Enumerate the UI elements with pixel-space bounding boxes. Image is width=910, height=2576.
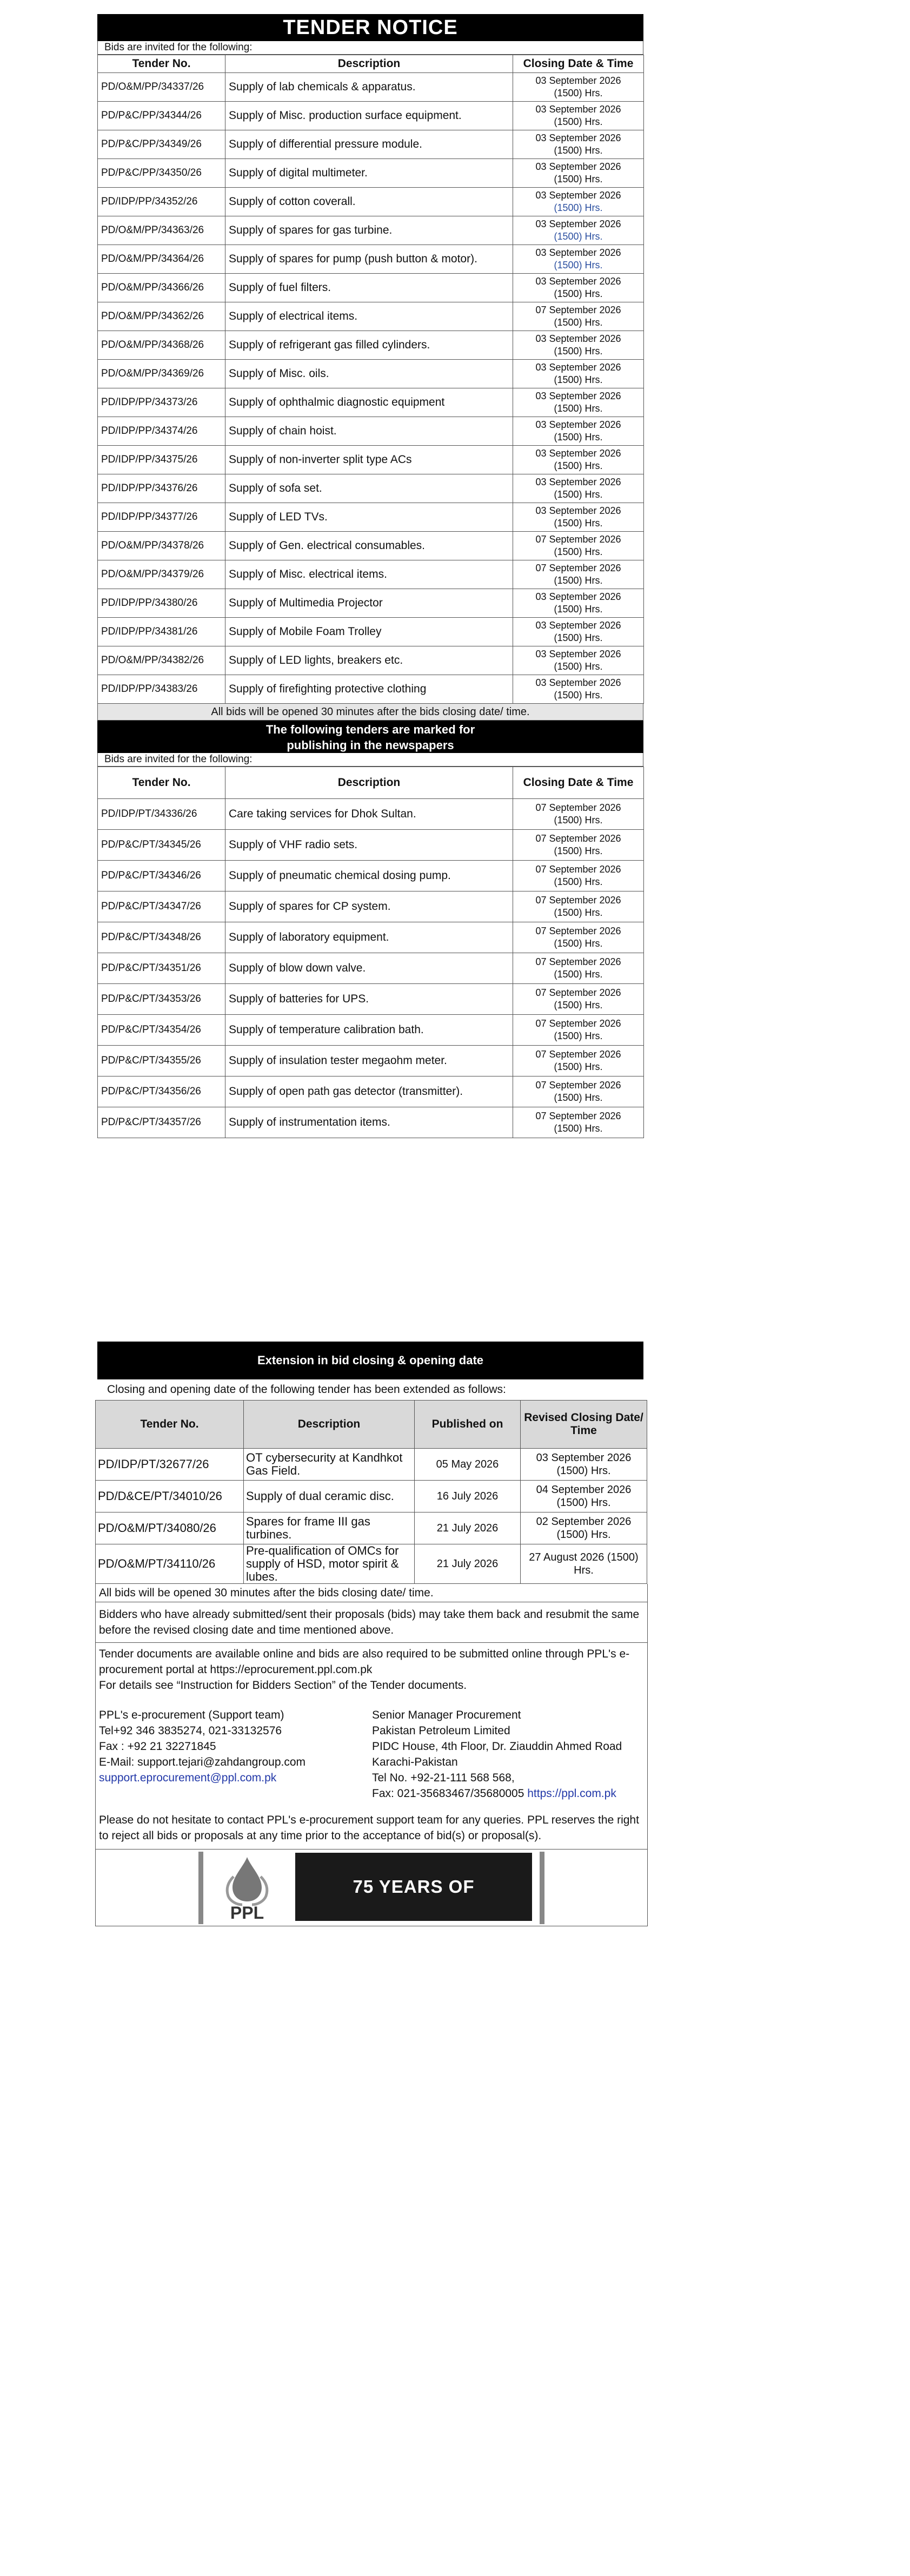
closing-date: [513, 618, 644, 646]
header-revised-closing: Revised Closing Date/ Time: [521, 1401, 647, 1449]
tender-number: PD/IDP/PT/34336/26: [98, 799, 225, 830]
tender-description: Supply of Multimedia Projector: [225, 589, 513, 618]
table-row: [98, 589, 644, 618]
header-tender-no: Tender No.: [98, 55, 225, 73]
closing-time-value: (1500) Hrs.: [554, 432, 603, 442]
table-row: [98, 245, 644, 274]
closing-date-value: 03 September 2026: [535, 419, 621, 430]
tender-description: Supply of Misc. oils.: [225, 360, 513, 388]
contact-line: Tel No. +92-21-111 568 568,: [372, 1772, 515, 1784]
closing-time-value: (1500) Hrs.: [554, 174, 603, 184]
closing-date-value: 03 September 2026: [535, 649, 621, 659]
closing-time-value: (1500) Hrs.: [554, 518, 603, 529]
revised-closing-date: 27 August 2026 (1500) Hrs.: [521, 1544, 647, 1584]
closing-date: [513, 388, 644, 417]
tender-description: Supply of open path gas detector (transmitter).: [225, 1076, 513, 1107]
closing-date: [513, 922, 644, 953]
closing-date-value: 03 September 2026: [535, 505, 621, 516]
fax-line: [372, 1786, 644, 1801]
table-row: [98, 922, 644, 953]
table-row: [96, 1512, 647, 1544]
tender-description: Supply of laboratory equipment.: [225, 922, 513, 953]
tender-number: PD/O&M/PP/34378/26: [98, 532, 225, 560]
table-row: [96, 1481, 647, 1512]
closing-date-value: 03 September 2026: [535, 477, 621, 487]
tender-number: PD/IDP/PP/34373/26: [98, 388, 225, 417]
opening-note: All bids will be opened 30 minutes after the bids closing date/ time.: [97, 704, 643, 721]
tender-number: PD/P&C/PP/34344/26: [98, 102, 225, 130]
logo-row: [95, 1850, 648, 1965]
closing-time-value: (1500) Hrs.: [554, 1000, 603, 1010]
tender-number: PD/D&CE/PT/34010/26: [96, 1481, 244, 1512]
closing-time-value: (1500) Hrs.: [554, 846, 603, 856]
table-row: [98, 953, 644, 984]
closing-date-value: 03 September 2026: [535, 362, 621, 373]
table-row: [98, 360, 644, 388]
closing-date: [513, 1076, 644, 1107]
opening-note: All bids will be opened 30 minutes after the bids closing date/ time.: [99, 1587, 434, 1599]
closing-date: [513, 1046, 644, 1076]
closing-date: [513, 360, 644, 388]
tender-number: PD/O&M/PP/34364/26: [98, 245, 225, 274]
tender-number: PD/O&M/PP/34337/26: [98, 73, 225, 102]
tender-description: Supply of VHF radio sets.: [225, 830, 513, 861]
contact-block: [99, 1707, 644, 1801]
header-description: Description: [244, 1401, 415, 1449]
tender-number: PD/O&M/PP/34363/26: [98, 216, 225, 245]
contact-line: E-Mail: support.tejari@zahdangroup.com: [99, 1756, 305, 1768]
tender-number: PD/P&C/PT/34347/26: [98, 891, 225, 922]
closing-time-value: (1500) Hrs.: [554, 1092, 603, 1103]
closing-date: [513, 159, 644, 188]
tender-description: Supply of spares for CP system.: [225, 891, 513, 922]
invite-text: Bids are invited for the following:: [97, 753, 643, 767]
contact-line: Fax : +92 21 32271845: [99, 1740, 216, 1753]
table-row: [98, 474, 644, 503]
contact-line: Karachi-Pakistan: [372, 1756, 458, 1768]
closing-date: [513, 589, 644, 618]
extension-table: [95, 1400, 647, 1584]
tender-number: PD/P&C/PP/34349/26: [98, 130, 225, 159]
revised-closing-date: 04 September 2026 (1500) Hrs.: [521, 1481, 647, 1512]
contact-line: PPL's e-procurement (Support team): [99, 1709, 284, 1721]
extension-title: Extension in bid closing & opening date: [97, 1342, 643, 1379]
tender-description: Care taking services for Dhok Sultan.: [225, 799, 513, 830]
closing-date-value: 07 September 2026: [535, 1018, 621, 1029]
closing-date-value: 07 September 2026: [535, 926, 621, 936]
closing-date: [513, 188, 644, 216]
closing-date-value: 07 September 2026: [535, 305, 621, 315]
closing-date: [513, 216, 644, 245]
tender-description: Pre-qualification of OMCs for supply of HSD, motor spirit & lubes.: [244, 1544, 415, 1584]
header-published-on: Published on: [415, 1401, 521, 1449]
tender-number: PD/IDP/PP/34376/26: [98, 474, 225, 503]
closing-date-value: 07 September 2026: [535, 534, 621, 545]
tender-description: Supply of blow down valve.: [225, 953, 513, 984]
contact-line: Pakistan Petroleum Limited: [372, 1725, 510, 1737]
docs-details: For details see “Instruction for Bidders Section” of the Tender documents.: [99, 1679, 467, 1692]
support-email-link[interactable]: support.eprocurement@ppl.com.pk: [99, 1772, 277, 1784]
closing-time-value: (1500) Hrs.: [554, 938, 603, 949]
closing-date-value: 07 September 2026: [535, 895, 621, 906]
closing-date: [513, 1107, 644, 1138]
closing-time-value: (1500) Hrs.: [554, 88, 603, 98]
closing-date: [513, 953, 644, 984]
closing-date: [513, 675, 644, 704]
published-date: 21 July 2026: [415, 1512, 521, 1544]
header-tender-no: Tender No.: [96, 1401, 244, 1449]
tender-number: PD/IDP/PT/32677/26: [96, 1449, 244, 1481]
closing-date: [513, 532, 644, 560]
support-contact: [99, 1707, 372, 1801]
closing-time-value: (1500) Hrs.: [554, 969, 603, 980]
closing-date: [513, 331, 644, 360]
logo-box: [198, 1852, 544, 1965]
closing-time-value: (1500) Hrs.: [554, 575, 603, 586]
table-row: [98, 102, 644, 130]
tender-description: Supply of refrigerant gas filled cylinders.: [225, 331, 513, 360]
table-row: [98, 188, 644, 216]
closing-time-value: (1500) Hrs.: [554, 1123, 603, 1134]
closing-date: [513, 984, 644, 1015]
table-row: [98, 73, 644, 102]
closing-date: [513, 503, 644, 532]
closing-date: [513, 302, 644, 331]
closing-date: [513, 274, 644, 302]
header-description: Description: [225, 55, 513, 73]
closing-time-value: (1500) Hrs.: [554, 317, 603, 328]
closing-date: [513, 861, 644, 891]
closing-date-value: 03 September 2026: [535, 104, 621, 115]
newspaper-title-line: publishing in the newspapers: [287, 738, 454, 752]
closing-date: [513, 73, 644, 102]
closing-date: [513, 417, 644, 446]
tender-description: Supply of insulation tester megaohm meter.: [225, 1046, 513, 1076]
tender-number: PD/IDP/PP/34383/26: [98, 675, 225, 704]
closing-date-value: 03 September 2026: [535, 75, 621, 86]
closing-time-value: (1500) Hrs.: [554, 260, 603, 270]
closing-time-value: (1500) Hrs.: [554, 604, 603, 615]
published-date: 16 July 2026: [415, 1481, 521, 1512]
newspaper-title-line: The following tenders are marked for: [265, 723, 475, 736]
tender-number: PD/IDP/PP/34377/26: [98, 503, 225, 532]
table-header-row: [98, 55, 644, 73]
closing-time-value: (1500) Hrs.: [554, 374, 603, 385]
tender-number: PD/IDP/PP/34380/26: [98, 589, 225, 618]
contact-line: Senior Manager Procurement: [372, 1709, 521, 1721]
table-row: [98, 159, 644, 188]
tender-description: Supply of dual ceramic disc.: [244, 1481, 415, 1512]
header-closing-date: Closing Date & Time: [513, 55, 644, 73]
tender-description: Spares for frame III gas turbines.: [244, 1512, 415, 1544]
tender-number: PD/O&M/PT/34080/26: [96, 1512, 244, 1544]
table-row: [96, 1449, 647, 1481]
closing-date: [513, 799, 644, 830]
closing-time-value: (1500) Hrs.: [554, 288, 603, 299]
tender-number: PD/IDP/PP/34375/26: [98, 446, 225, 474]
tender-description: Supply of batteries for UPS.: [225, 984, 513, 1015]
tender-description: Supply of pneumatic chemical dosing pump.: [225, 861, 513, 891]
tender-number: PD/P&C/PT/34353/26: [98, 984, 225, 1015]
closing-date-value: 03 September 2026: [535, 219, 621, 229]
tender-description: OT cybersecurity at Kandhkot Gas Field.: [244, 1449, 415, 1481]
tender-description: Supply of Mobile Foam Trolley: [225, 618, 513, 646]
tender-description: Supply of digital multimeter.: [225, 159, 513, 188]
closing-date-value: 07 September 2026: [535, 1049, 621, 1060]
tender-notice-title: TENDER NOTICE: [97, 14, 643, 41]
closing-date-value: 07 September 2026: [535, 833, 621, 844]
closing-date: [513, 830, 644, 861]
closing-date: [513, 646, 644, 675]
tender-number: PD/O&M/PT/34110/26: [96, 1544, 244, 1584]
closing-date-value: 03 September 2026: [535, 333, 621, 344]
closing-date-value: 03 September 2026: [535, 133, 621, 143]
closing-time-value: (1500) Hrs.: [554, 145, 603, 156]
tender-description: Supply of instrumentation items.: [225, 1107, 513, 1138]
published-date: 05 May 2026: [415, 1449, 521, 1481]
anniversary-banner: 75 YEARS OF EXCELLENCE: [295, 1853, 532, 1921]
tender-description: Supply of chain hoist.: [225, 417, 513, 446]
closing-date-value: 07 September 2026: [535, 1080, 621, 1091]
procurement-contact: [372, 1707, 644, 1801]
tender-notice-section: [97, 14, 643, 1138]
extension-note: [95, 1584, 648, 1602]
closing-date-value: 03 September 2026: [535, 391, 621, 401]
newspaper-tender-table: [97, 767, 644, 1138]
table-row: [98, 216, 644, 245]
tender-number: PD/O&M/PP/34379/26: [98, 560, 225, 589]
table-row: [98, 388, 644, 417]
tender-number: PD/O&M/PP/34366/26: [98, 274, 225, 302]
closing-date-value: 03 September 2026: [535, 448, 621, 459]
closing-time-value: (1500) Hrs.: [554, 546, 603, 557]
table-row: [98, 1046, 644, 1076]
closing-date: [513, 102, 644, 130]
closing-date-value: 07 September 2026: [535, 987, 621, 998]
tender-number: PD/P&C/PT/34357/26: [98, 1107, 225, 1138]
tender-description: Supply of sofa set.: [225, 474, 513, 503]
tender-description: Supply of non-inverter split type ACs: [225, 446, 513, 474]
tender-number: PD/O&M/PP/34369/26: [98, 360, 225, 388]
tender-description: Supply of temperature calibration bath.: [225, 1015, 513, 1046]
header-description: Description: [225, 767, 513, 799]
table-row: [98, 861, 644, 891]
tender-number: PD/O&M/PP/34368/26: [98, 331, 225, 360]
closing-time-value: (1500) Hrs.: [554, 632, 603, 643]
tender-description: Supply of spares for pump (push button & motor).: [225, 245, 513, 274]
invite-text: Bids are invited for the following:: [97, 41, 643, 55]
table-header-row: [96, 1401, 647, 1449]
published-date: 21 July 2026: [415, 1544, 521, 1584]
disclaimer-text: Please do not hesitate to contact PPL's e-procurement support team for any queries. PPL reserves the right to reject all bids or proposals at any time prior to the acceptance of bid(s) or proposal(s).: [99, 1814, 639, 1842]
fax-text: Fax: 021-35683467/35680005: [372, 1787, 528, 1800]
tender-number: PD/P&C/PT/34351/26: [98, 953, 225, 984]
tender-number: PD/IDP/PP/34381/26: [98, 618, 225, 646]
closing-date: [513, 446, 644, 474]
table-row: [98, 417, 644, 446]
closing-date: [513, 130, 644, 159]
table-row: [98, 830, 644, 861]
tender-description: Supply of differential pressure module.: [225, 130, 513, 159]
closing-date: [513, 474, 644, 503]
closing-date-value: 07 September 2026: [535, 864, 621, 875]
closing-time-value: (1500) Hrs.: [554, 346, 603, 356]
tender-number: PD/P&C/PT/34346/26: [98, 861, 225, 891]
tender-number: PD/IDP/PP/34352/26: [98, 188, 225, 216]
tender-number: PD/IDP/PP/34374/26: [98, 417, 225, 446]
closing-date-value: 03 September 2026: [535, 620, 621, 631]
tender-description: Supply of lab chemicals & apparatus.: [225, 73, 513, 102]
header-closing-date: Closing Date & Time: [513, 767, 644, 799]
tender-description: Supply of ophthalmic diagnostic equipment: [225, 388, 513, 417]
closing-time-value: (1500) Hrs.: [554, 876, 603, 887]
closing-date-value: 03 September 2026: [535, 247, 621, 258]
resubmit-box: [95, 1602, 648, 1643]
closing-date: [513, 891, 644, 922]
tender-table: [97, 55, 644, 704]
closing-date-value: 07 September 2026: [535, 956, 621, 967]
table-row: [98, 1076, 644, 1107]
tender-number: PD/P&C/PT/34355/26: [98, 1046, 225, 1076]
tender-description: Supply of firefighting protective clothing: [225, 675, 513, 704]
tender-number: PD/P&C/PT/34345/26: [98, 830, 225, 861]
table-row: [98, 984, 644, 1015]
closing-time-value: (1500) Hrs.: [554, 489, 603, 500]
tender-description: Supply of fuel filters.: [225, 274, 513, 302]
tender-description: Supply of cotton coverall.: [225, 188, 513, 216]
ppl-logo-icon: [212, 1855, 282, 1921]
closing-time-value: (1500) Hrs.: [554, 661, 603, 672]
closing-date-value: 03 September 2026: [535, 190, 621, 201]
closing-date: [513, 560, 644, 589]
closing-time-value: (1500) Hrs.: [554, 460, 603, 471]
table-row: [98, 646, 644, 675]
contact-line: PIDC House, 4th Floor, Dr. Ziauddin Ahmed Road: [372, 1740, 622, 1753]
closing-time-value: (1500) Hrs.: [554, 690, 603, 701]
revised-closing-date: 02 September 2026 (1500) Hrs.: [521, 1512, 647, 1544]
extension-intro: Closing and opening date of the following tender has been extended as follows:: [107, 1383, 506, 1396]
table-row: [98, 274, 644, 302]
website-link[interactable]: https://ppl.com.pk: [527, 1787, 616, 1800]
resubmit-text: Bidders who have already submitted/sent their proposals (bids) may take them back and resubmit the same before the revised closing date and time mentioned above.: [99, 1608, 640, 1636]
closing-date-value: 03 September 2026: [535, 276, 621, 287]
table-row: [98, 1107, 644, 1138]
closing-time-value: (1500) Hrs.: [554, 403, 603, 414]
tender-number: PD/P&C/PT/34356/26: [98, 1076, 225, 1107]
closing-date-value: 03 September 2026: [535, 161, 621, 172]
table-row: [98, 675, 644, 704]
closing-time-value: (1500) Hrs.: [554, 907, 603, 918]
table-row: [98, 1015, 644, 1046]
ppl-logo-text: PPL: [230, 1903, 264, 1921]
tender-number: PD/P&C/PP/34350/26: [98, 159, 225, 188]
closing-date-value: 07 September 2026: [535, 563, 621, 573]
tender-description: Supply of Misc. electrical items.: [225, 560, 513, 589]
closing-time-value: (1500) Hrs.: [554, 116, 603, 127]
tender-description: Supply of LED TVs.: [225, 503, 513, 532]
table-header-row: [98, 767, 644, 799]
table-row: [98, 503, 644, 532]
closing-date-value: 07 September 2026: [535, 802, 621, 813]
tender-number: PD/O&M/PP/34382/26: [98, 646, 225, 675]
newspaper-title: [97, 721, 643, 753]
table-row: [96, 1544, 647, 1584]
table-row: [98, 799, 644, 830]
tender-number: PD/O&M/PP/34362/26: [98, 302, 225, 331]
closing-time-value: (1500) Hrs.: [554, 1031, 603, 1041]
tender-description: Supply of electrical items.: [225, 302, 513, 331]
table-row: [98, 446, 644, 474]
header-tender-no: Tender No.: [98, 767, 225, 799]
closing-date: [513, 1015, 644, 1046]
table-row: [98, 891, 644, 922]
table-row: [98, 532, 644, 560]
tender-description: Supply of LED lights, breakers etc.: [225, 646, 513, 675]
table-row: [98, 618, 644, 646]
closing-date-value: 07 September 2026: [535, 1111, 621, 1121]
table-row: [98, 331, 644, 360]
revised-closing-date: 03 September 2026 (1500) Hrs.: [521, 1449, 647, 1481]
tender-description: Supply of Gen. electrical consumables.: [225, 532, 513, 560]
closing-date-value: 03 September 2026: [535, 677, 621, 688]
tender-description: Supply of spares for gas turbine.: [225, 216, 513, 245]
closing-time-value: (1500) Hrs.: [554, 1061, 603, 1072]
closing-date: [513, 245, 644, 274]
table-row: [98, 560, 644, 589]
closing-date-value: 03 September 2026: [535, 591, 621, 602]
closing-time-value: (1500) Hrs.: [554, 815, 603, 825]
table-row: [98, 130, 644, 159]
tender-description: Supply of Misc. production surface equipment.: [225, 102, 513, 130]
closing-time-value: (1500) Hrs.: [554, 202, 603, 213]
tender-number: PD/P&C/PT/34348/26: [98, 922, 225, 953]
tender-number: PD/P&C/PT/34354/26: [98, 1015, 225, 1046]
closing-time-value: (1500) Hrs.: [554, 231, 603, 242]
extension-section: [97, 1342, 649, 1965]
contact-line: Tel+92 346 3835274, 021-33132576: [99, 1725, 282, 1737]
table-row: [98, 302, 644, 331]
info-box: [95, 1643, 648, 1850]
docs-text: Tender documents are available online and bids are also required to be submitted online through PPL's e-procurement portal at https://eprocurement.ppl.com.pk: [99, 1648, 630, 1676]
